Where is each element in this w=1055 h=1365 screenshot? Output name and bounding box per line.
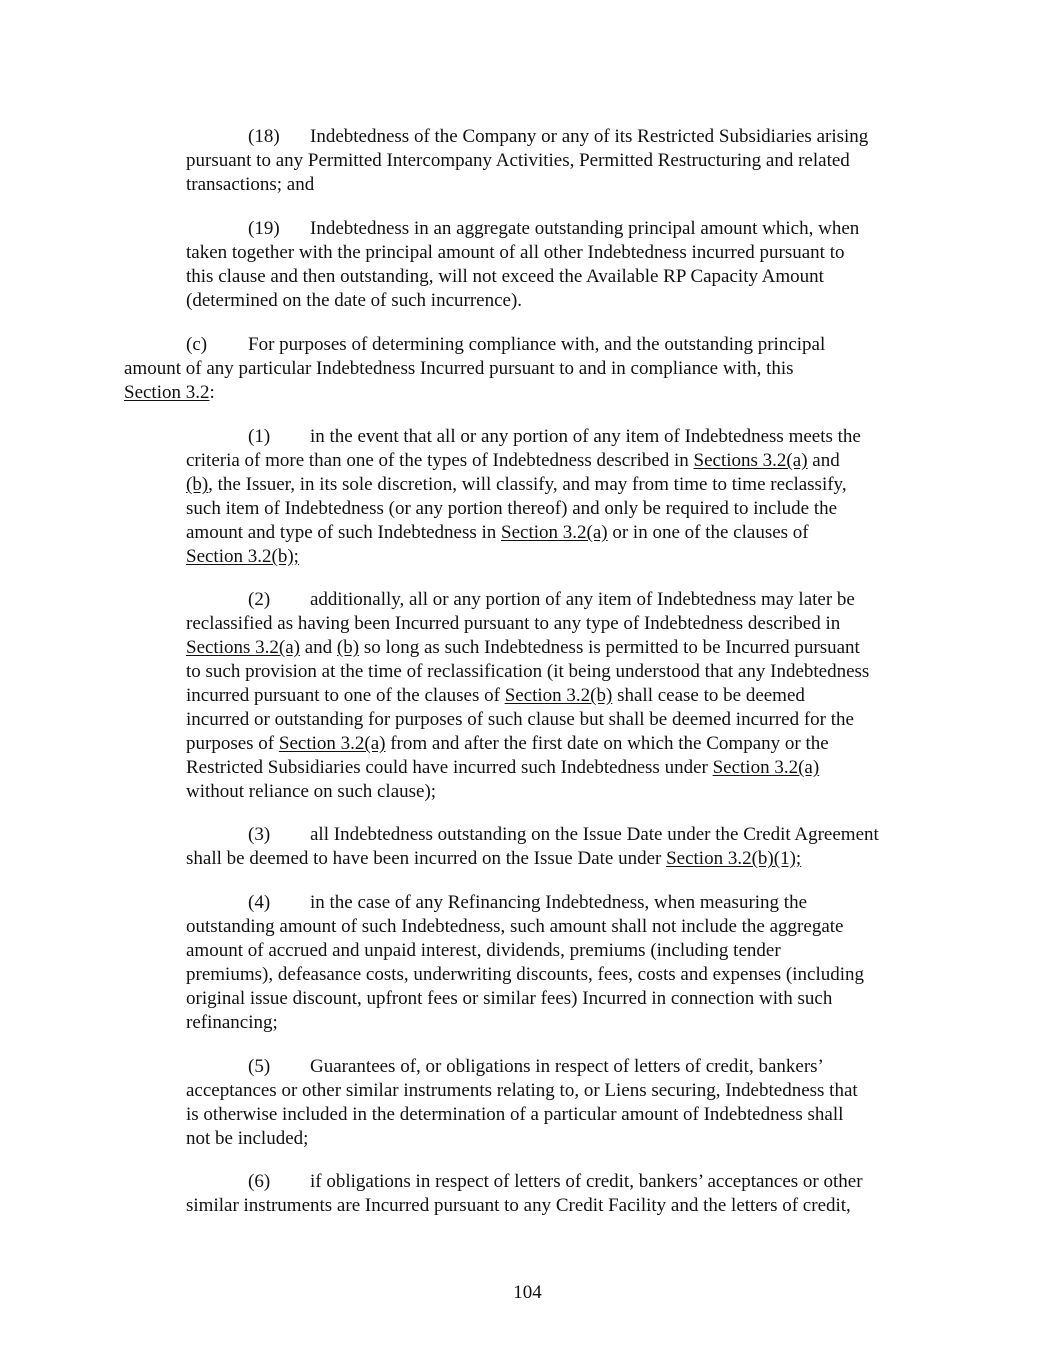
text-segment: from and after the first date on which the Company or the: [385, 733, 829, 754]
text-segment: For purposes of determining compliance with, and the outstanding principal: [248, 334, 826, 355]
section-reference[interactable]: Section 3.2(a): [501, 522, 608, 543]
clause-number: (6): [248, 1171, 271, 1192]
section-reference[interactable]: Section 3.2(b)(1);: [666, 848, 802, 869]
text-segment: taken together with the principal amount of all other Indebtedness incurred pursuant to: [186, 242, 845, 263]
clause-number: (5): [248, 1056, 271, 1077]
text-segment: reclassified as having been Incurred pursuant to any type of Indebtedness described in: [186, 613, 841, 634]
text-line: [186, 173, 868, 197]
text-line: [186, 425, 861, 449]
section-reference[interactable]: Section 3.2(a): [278, 733, 386, 754]
paragraph-19: [186, 217, 859, 313]
text-line: [186, 545, 861, 569]
text-segment: incurred or outstanding for purposes of such clause but shall be deemed incurred for the: [186, 709, 854, 730]
clause-number: (18): [248, 126, 280, 147]
section-reference[interactable]: (b): [336, 637, 360, 658]
text-segment: without reliance on such clause);: [186, 781, 437, 802]
text-segment: Indebtedness in an aggregate outstanding principal amount which, when: [310, 218, 860, 239]
text-line: [186, 588, 869, 612]
text-line: [186, 963, 864, 987]
text-segment: if obligations in respect of letters of credit, bankers’ acceptances or other: [310, 1171, 863, 1192]
text-line: [186, 939, 864, 963]
text-segment: amount of accrued and unpaid interest, dividends, premiums (including tender: [186, 940, 781, 961]
text-segment: premiums), defeasance costs, underwriting discounts, fees, costs and expenses (including: [186, 964, 865, 985]
paragraph-c: [124, 333, 825, 405]
text-line: [186, 780, 869, 804]
text-line: [186, 497, 861, 521]
text-line: [186, 823, 879, 847]
clause-number: (1): [248, 426, 271, 447]
text-line: [186, 1194, 863, 1218]
text-line: [186, 449, 861, 473]
text-segment: not be included;: [186, 1128, 309, 1149]
text-segment: additionally, all or any portion of any item of Indebtedness may later be: [310, 589, 855, 610]
text-segment: , the Issuer, in its sole discretion, will classify, and may from time to time reclassify,: [208, 474, 847, 495]
text-segment: (determined on the date of such incurrence).: [186, 290, 523, 311]
text-line: [186, 217, 859, 241]
text-line: [186, 612, 869, 636]
text-line: [186, 660, 869, 684]
paragraph-4: [186, 891, 864, 1035]
text-segment: shall cease to be deemed: [612, 685, 805, 706]
text-line: [186, 636, 869, 660]
clause-number: (4): [248, 892, 271, 913]
text-line: [186, 847, 879, 871]
text-segment: in the case of any Refinancing Indebtedness, when measuring the: [310, 892, 808, 913]
text-segment: transactions; and: [186, 174, 315, 195]
text-segment: original issue discount, upfront fees or similar fees) Incurred in connection with such: [186, 988, 833, 1009]
section-reference[interactable]: Sections 3.2(a): [693, 450, 808, 471]
text-line: [186, 684, 869, 708]
section-reference[interactable]: Section 3.2(a): [712, 757, 820, 778]
text-segment: amount and type of such Indebtedness in: [186, 522, 502, 543]
paragraph-2: [186, 588, 869, 804]
section-reference[interactable]: Sections 3.2(a): [186, 637, 300, 658]
text-segment: is otherwise included in the determination of a particular amount of Indebtedness shall: [186, 1104, 844, 1125]
text-line: [124, 357, 825, 381]
text-line: [186, 473, 861, 497]
text-line: [186, 289, 859, 313]
page-number: 104: [513, 1282, 542, 1303]
text-segment: so long as such Indebtedness is permitted to be Incurred pursuant: [359, 637, 860, 658]
paragraph-18: [186, 125, 868, 197]
paragraph-3: [186, 823, 879, 871]
text-line: [186, 1011, 864, 1035]
section-reference[interactable]: Section 3.2(b);: [186, 546, 299, 567]
text-segment: Indebtedness of the Company or any of its Restricted Subsidiaries arising: [310, 126, 869, 147]
text-line: [186, 732, 869, 756]
text-line: [186, 521, 861, 545]
text-segment: similar instruments are Incurred pursuant to any Credit Facility and the letters of credit,: [186, 1195, 851, 1216]
text-line: [186, 708, 869, 732]
text-line: [124, 381, 825, 405]
text-line: [186, 1170, 863, 1194]
text-line: [186, 125, 868, 149]
text-line: [186, 987, 864, 1011]
text-segment: amount of any particular Indebtedness Incurred pursuant to and in compliance with, this: [124, 358, 794, 379]
text-segment: incurred pursuant to one of the clauses of: [186, 685, 505, 706]
section-reference[interactable]: Section 3.2(b): [504, 685, 613, 706]
section-reference[interactable]: Section 3.2: [124, 382, 210, 403]
text-line: [186, 756, 869, 780]
text-segment: acceptances or other similar instruments relating to, or Liens securing, Indebtedness that: [186, 1080, 858, 1101]
text-line: [186, 265, 859, 289]
text-line: [186, 1103, 858, 1127]
text-line: [186, 1055, 858, 1079]
text-line: [124, 333, 825, 357]
text-line: [186, 1127, 858, 1151]
clause-number: (3): [248, 824, 271, 845]
text-segment: in the event that all or any portion of any item of Indebtedness meets the: [310, 426, 861, 447]
text-segment: Restricted Subsidiaries could have incurred such Indebtedness under: [186, 757, 713, 778]
text-segment: or in one of the clauses of: [607, 522, 809, 543]
text-segment: and: [807, 450, 840, 471]
text-segment: refinancing;: [186, 1012, 278, 1033]
text-segment: :: [209, 382, 215, 403]
paragraph-5: [186, 1055, 858, 1151]
text-segment: criteria of more than one of the types of Indebtedness described in: [186, 450, 694, 471]
text-line: [186, 241, 859, 265]
text-segment: purposes of: [186, 733, 279, 754]
clause-number: (c): [186, 334, 208, 355]
text-line: [186, 149, 868, 173]
text-line: [186, 1079, 858, 1103]
text-line: [186, 915, 864, 939]
paragraph-1: [186, 425, 861, 569]
paragraph-6: [186, 1170, 863, 1218]
text-segment: to such provision at the time of reclassification (it being understood that any Indebtedness: [186, 661, 870, 682]
text-line: [186, 891, 864, 915]
section-reference[interactable]: (b): [186, 474, 209, 495]
text-segment: pursuant to any Permitted Intercompany Activities, Permitted Restructuring and related: [186, 150, 850, 171]
text-segment: this clause and then outstanding, will not exceed the Available RP Capacity Amount: [186, 266, 824, 287]
text-segment: outstanding amount of such Indebtedness, such amount shall not include the aggregate: [186, 916, 844, 937]
text-segment: such item of Indebtedness (or any portion thereof) and only be required to include the: [186, 498, 838, 519]
clause-number: (2): [248, 589, 271, 610]
text-segment: all Indebtedness outstanding on the Issue Date under the Credit Agreement: [310, 824, 879, 845]
text-segment: shall be deemed to have been incurred on the Issue Date under: [186, 848, 667, 869]
clause-number: (19): [248, 218, 280, 239]
text-segment: Guarantees of, or obligations in respect of letters of credit, bankers’: [310, 1056, 824, 1077]
text-segment: and: [299, 637, 337, 658]
